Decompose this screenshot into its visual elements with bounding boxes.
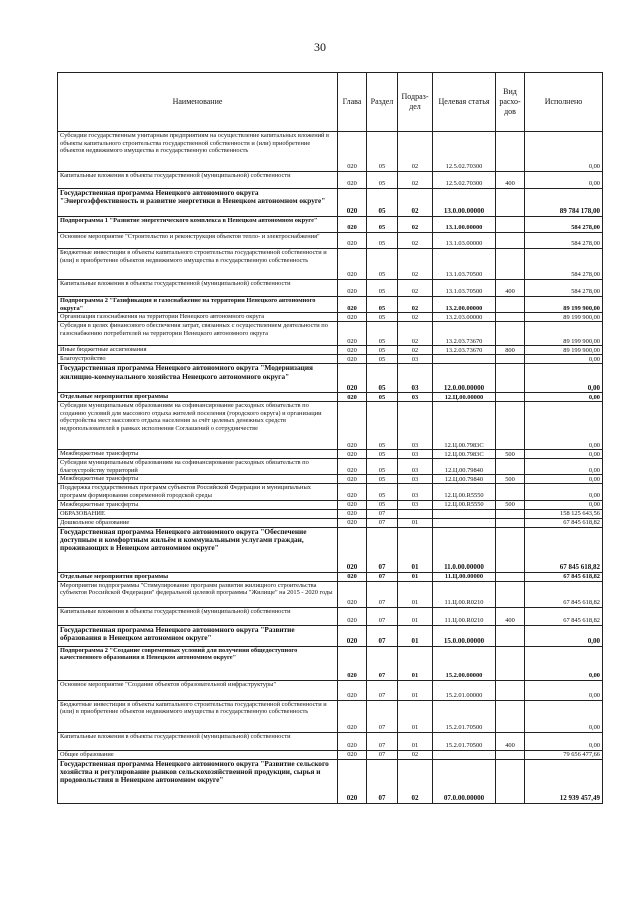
cell-name: Иные бюджетные ассигнования [58, 346, 338, 355]
cell-name: Субсидии муниципальным образованиям на софинансирование расходных обязательств по благоустройству территорий [58, 459, 338, 475]
cell-ispolneno: 584 278,00 [525, 280, 603, 297]
table-row [58, 581, 603, 607]
cell-vid [496, 297, 525, 313]
cell-ispolneno: 89 199 900,00 [525, 346, 603, 355]
cell-podrazdel: 01 [398, 732, 433, 750]
table-row [58, 759, 603, 803]
cell-razdel: 05 [367, 217, 398, 233]
cell-glava: 020 [338, 402, 367, 450]
cell-razdel: 05 [367, 500, 398, 509]
cell-ispolneno: 158 125 643,56 [525, 509, 603, 518]
cell-podrazdel: 02 [398, 233, 433, 249]
cell-glava: 020 [338, 322, 367, 346]
cell-vid: 400 [496, 607, 525, 625]
cell-glava: 020 [338, 217, 367, 233]
cell-podrazdel: 02 [398, 189, 433, 217]
cell-vid [496, 750, 525, 759]
cell-razdel: 05 [367, 280, 398, 297]
cell-glava: 020 [338, 732, 367, 750]
cell-podrazdel: 03 [398, 450, 433, 459]
cell-name: Межбюджетные трансферты [58, 500, 338, 509]
cell-razdel: 05 [367, 297, 398, 313]
table-row [58, 313, 603, 322]
cell-glava: 020 [338, 280, 367, 297]
table-row [58, 518, 603, 527]
header-ispolneno: Исполнено [525, 73, 603, 132]
cell-name: Благоустройство [58, 355, 338, 364]
cell-name: Субсидия в целях финансового обеспечения затрат, связанных с осуществлением деятельности по газоснабжению потребителей на территории Ненецкого автономного округа [58, 322, 338, 346]
cell-ispolneno: 67 845 618,82 [525, 572, 603, 581]
cell-name: Организация газоснабжения на территории Ненецкого автономного округа [58, 313, 338, 322]
table-row [58, 750, 603, 759]
cell-tsel: 13.2.00.00000 [433, 297, 496, 313]
cell-podrazdel: 03 [398, 484, 433, 500]
cell-glava: 020 [338, 249, 367, 280]
table-row [58, 402, 603, 450]
cell-vid [496, 355, 525, 364]
cell-glava: 020 [338, 680, 367, 700]
cell-glava: 020 [338, 346, 367, 355]
cell-razdel: 05 [367, 233, 398, 249]
cell-glava: 020 [338, 518, 367, 527]
table-row [58, 459, 603, 475]
cell-vid [496, 680, 525, 700]
cell-glava: 020 [338, 484, 367, 500]
cell-podrazdel: 03 [398, 459, 433, 475]
cell-glava: 020 [338, 759, 367, 803]
cell-razdel: 07 [367, 646, 398, 680]
cell-ispolneno: 67 845 618,82 [525, 527, 603, 572]
cell-razdel: 05 [367, 189, 398, 217]
cell-tsel: 13.1.00.00000 [433, 217, 496, 233]
cell-tsel: 07.0.00.00000 [433, 759, 496, 803]
header-vid: Вид расхо-дов [496, 73, 525, 132]
cell-ispolneno: 0,00 [525, 402, 603, 450]
cell-tsel [433, 518, 496, 527]
table-row [58, 249, 603, 280]
cell-vid [496, 527, 525, 572]
cell-name: Капитальные вложения в объекты государственной (муниципальной) собственности [58, 172, 338, 189]
cell-vid [496, 484, 525, 500]
cell-name: Государственная программа Ненецкого автономного округа "Развитие сельского хозяйства и регулирование рынков сельскохозяйственной продукции, сырья и продовольствия в Ненецком автономном округе" [58, 759, 338, 803]
cell-ispolneno: 79 656 477,66 [525, 750, 603, 759]
table-row [58, 607, 603, 625]
cell-podrazdel: 02 [398, 346, 433, 355]
budget-table [57, 72, 603, 804]
cell-tsel: 12.Ц.00.00000 [433, 393, 496, 402]
cell-name: Государственная программа Ненецкого автономного округа "Развитие образования в Ненецком автономном округе" [58, 625, 338, 646]
table-row [58, 450, 603, 459]
table-row [58, 475, 603, 484]
cell-podrazdel: 03 [398, 500, 433, 509]
table-row [58, 297, 603, 313]
cell-vid [496, 509, 525, 518]
cell-tsel: 11.Ц.00.R0210 [433, 581, 496, 607]
cell-podrazdel: 01 [398, 518, 433, 527]
cell-razdel: 05 [367, 459, 398, 475]
cell-vid: 500 [496, 500, 525, 509]
cell-glava: 020 [338, 646, 367, 680]
cell-ispolneno: 0,00 [525, 680, 603, 700]
cell-glava: 020 [338, 509, 367, 518]
cell-vid [496, 249, 525, 280]
cell-tsel [433, 509, 496, 518]
cell-tsel: 13.1.03.70500 [433, 280, 496, 297]
cell-name: ОБРАЗОВАНИЕ [58, 509, 338, 518]
table-row [58, 172, 603, 189]
cell-vid [496, 132, 525, 172]
table-body [58, 132, 603, 804]
cell-razdel: 05 [367, 475, 398, 484]
cell-podrazdel: 01 [398, 607, 433, 625]
cell-tsel: 13.0.00.00000 [433, 189, 496, 217]
cell-ispolneno: 0,00 [525, 646, 603, 680]
cell-name: Отдельные мероприятия программы [58, 393, 338, 402]
cell-razdel: 05 [367, 322, 398, 346]
cell-razdel: 05 [367, 364, 398, 393]
cell-podrazdel: 01 [398, 646, 433, 680]
cell-glava: 020 [338, 393, 367, 402]
cell-ispolneno: 89 199 900,00 [525, 322, 603, 346]
cell-tsel: 13.2.03.73670 [433, 346, 496, 355]
cell-glava: 020 [338, 132, 367, 172]
table-row [58, 484, 603, 500]
table-row [58, 700, 603, 732]
cell-ispolneno: 0,00 [525, 625, 603, 646]
cell-razdel: 05 [367, 402, 398, 450]
cell-podrazdel: 02 [398, 132, 433, 172]
cell-razdel: 05 [367, 393, 398, 402]
table-row [58, 680, 603, 700]
cell-razdel: 05 [367, 172, 398, 189]
table-row [58, 322, 603, 346]
cell-ispolneno: 12 939 457,49 [525, 759, 603, 803]
cell-vid [496, 572, 525, 581]
table-row [58, 280, 603, 297]
cell-tsel: 13.2.03.73670 [433, 322, 496, 346]
cell-ispolneno: 0,00 [525, 172, 603, 189]
table-row [58, 346, 603, 355]
cell-name: Подпрограмма 1 "Развитие энергетического комплекса в Ненецком автономном округе" [58, 217, 338, 233]
cell-name: Субсидии муниципальным образованиям на софинансирование расходных обязательств по созданию условий для массового отдыха жителей поселения (городского округа) и организации обустройства мест массового отдыха населения за счёт целевых денежных средств недропользователей в рамках исполнения Соглашений о сотрудничестве [58, 402, 338, 450]
cell-razdel: 07 [367, 680, 398, 700]
cell-vid [496, 233, 525, 249]
cell-name: Основное мероприятие "Создание объектов образовательной инфраструктуры" [58, 680, 338, 700]
cell-glava: 020 [338, 172, 367, 189]
cell-podrazdel: 03 [398, 475, 433, 484]
cell-ispolneno: 0,00 [525, 484, 603, 500]
cell-podrazdel: 03 [398, 393, 433, 402]
cell-ispolneno: 584 278,00 [525, 233, 603, 249]
cell-podrazdel: 02 [398, 217, 433, 233]
cell-vid [496, 364, 525, 393]
cell-glava: 020 [338, 572, 367, 581]
cell-podrazdel: 03 [398, 402, 433, 450]
table-row [58, 527, 603, 572]
cell-glava: 020 [338, 581, 367, 607]
cell-name: Основное мероприятие "Строительство и реконструкция объектов тепло- и электроснабжения" [58, 233, 338, 249]
cell-name: Подпрограмма 2 "Газификация и газоснабжение на территории Ненецкого автономного округа" [58, 297, 338, 313]
cell-tsel: 12.Ц.00.79840 [433, 475, 496, 484]
cell-razdel: 07 [367, 572, 398, 581]
cell-podrazdel: 02 [398, 322, 433, 346]
cell-glava: 020 [338, 355, 367, 364]
cell-glava: 020 [338, 459, 367, 475]
cell-tsel: 12.Ц.00.7983С [433, 402, 496, 450]
cell-tsel: 12.Ц.00.7983С [433, 450, 496, 459]
cell-ispolneno: 0,00 [525, 500, 603, 509]
cell-ispolneno: 89 199 900,00 [525, 313, 603, 322]
cell-tsel: 15.2.01.00000 [433, 680, 496, 700]
cell-tsel: 12.Ц.00.R5550 [433, 500, 496, 509]
cell-podrazdel: 03 [398, 355, 433, 364]
header-podrazdel: Подраз-дел [398, 73, 433, 132]
cell-ispolneno: 0,00 [525, 459, 603, 475]
table-header-row [58, 73, 603, 132]
table-row [58, 646, 603, 680]
cell-razdel: 07 [367, 700, 398, 732]
cell-podrazdel: 02 [398, 249, 433, 280]
cell-ispolneno: 67 845 618,82 [525, 581, 603, 607]
cell-glava: 020 [338, 475, 367, 484]
cell-ispolneno: 0,00 [525, 732, 603, 750]
cell-vid [496, 518, 525, 527]
cell-tsel: 11.Ц.00.R0210 [433, 607, 496, 625]
cell-ispolneno: 0,00 [525, 475, 603, 484]
cell-vid [496, 322, 525, 346]
cell-razdel: 07 [367, 509, 398, 518]
cell-podrazdel: 01 [398, 625, 433, 646]
cell-glava: 020 [338, 700, 367, 732]
cell-tsel [433, 355, 496, 364]
cell-vid: 500 [496, 475, 525, 484]
page-number: 30 [314, 40, 326, 54]
cell-tsel: 12.5.02.70300 [433, 132, 496, 172]
cell-ispolneno: 0,00 [525, 364, 603, 393]
table-row [58, 233, 603, 249]
table-row [58, 500, 603, 509]
cell-ispolneno: 89 784 178,00 [525, 189, 603, 217]
cell-vid [496, 759, 525, 803]
cell-vid: 400 [496, 172, 525, 189]
cell-name: Межбюджетные трансферты [58, 475, 338, 484]
cell-vid [496, 581, 525, 607]
cell-podrazdel: 02 [398, 750, 433, 759]
cell-name: Отдельные мероприятия программы [58, 572, 338, 581]
cell-vid: 500 [496, 450, 525, 459]
cell-ispolneno: 0,00 [525, 393, 603, 402]
cell-vid [496, 313, 525, 322]
cell-razdel: 05 [367, 132, 398, 172]
cell-name: Государственная программа Ненецкого автономного округа "Модернизация жилищно-коммунального хозяйства Ненецкого автономного округа" [58, 364, 338, 393]
cell-name: Бюджетные инвестиции в объекты капитального строительства государственной собственности и (или) в приобретение объектов недвижимого имущества в государственную собственность [58, 700, 338, 732]
cell-glava: 020 [338, 233, 367, 249]
cell-vid [496, 393, 525, 402]
cell-podrazdel: 02 [398, 172, 433, 189]
cell-glava: 020 [338, 607, 367, 625]
cell-name: Дошкольное образование [58, 518, 338, 527]
cell-razdel: 07 [367, 518, 398, 527]
cell-name: Государственная программа Ненецкого автономного округа "Обеспечение доступным и комфортным жильём и коммунальными услугами граждан, проживающих в Ненецком автономном округе" [58, 527, 338, 572]
cell-podrazdel: 02 [398, 280, 433, 297]
cell-razdel: 05 [367, 450, 398, 459]
cell-vid: 800 [496, 346, 525, 355]
cell-glava: 020 [338, 450, 367, 459]
cell-ispolneno: 0,00 [525, 132, 603, 172]
cell-name: Общее образование [58, 750, 338, 759]
cell-ispolneno: 67 845 618,82 [525, 518, 603, 527]
cell-vid [496, 402, 525, 450]
table-row [58, 132, 603, 172]
table-row [58, 732, 603, 750]
cell-name: Бюджетные инвестиции в объекты капитального строительства государственной собственности и (или) в приобретение объектов недвижимого имущества в государственную собственность [58, 249, 338, 280]
cell-podrazdel [398, 509, 433, 518]
cell-name: Подпрограмма 2 "Создание современных условий для получения общедоступного качественного образования в Ненецком автономном округе" [58, 646, 338, 680]
cell-podrazdel: 03 [398, 364, 433, 393]
cell-podrazdel: 02 [398, 313, 433, 322]
cell-ispolneno: 0,00 [525, 450, 603, 459]
table-row [58, 189, 603, 217]
cell-name: Поддержка государственных программ субъектов Российской Федерации и муниципальных программ формирования современной городской среды [58, 484, 338, 500]
cell-podrazdel: 01 [398, 572, 433, 581]
table-row [58, 572, 603, 581]
cell-glava: 020 [338, 297, 367, 313]
cell-vid [496, 459, 525, 475]
cell-tsel: 15.2.01.70500 [433, 700, 496, 732]
cell-tsel: 13.1.03.70500 [433, 249, 496, 280]
cell-vid [496, 646, 525, 680]
table-row [58, 217, 603, 233]
header-tsel: Целевая статья [433, 73, 496, 132]
cell-glava: 020 [338, 750, 367, 759]
cell-razdel: 07 [367, 607, 398, 625]
cell-podrazdel: 02 [398, 759, 433, 803]
cell-glava: 020 [338, 313, 367, 322]
cell-vid: 400 [496, 280, 525, 297]
cell-tsel: 13.1.03.00000 [433, 233, 496, 249]
cell-glava: 020 [338, 189, 367, 217]
cell-tsel: 15.0.00.00000 [433, 625, 496, 646]
cell-podrazdel: 02 [398, 297, 433, 313]
table-row [58, 509, 603, 518]
header-name: Наименование [58, 73, 338, 132]
cell-glava: 020 [338, 625, 367, 646]
cell-tsel: 15.2.01.70500 [433, 732, 496, 750]
cell-name: Субсидии государственным унитарным предприятиям на осуществление капитальных вложений в объекты капитального строительства государственной собственности и (или) приобретение объектов недвижимого имущества в государственную собственность [58, 132, 338, 172]
cell-name: Капитальные вложения в объекты государственной (муниципальной) собственности [58, 280, 338, 297]
cell-razdel: 05 [367, 313, 398, 322]
table-row [58, 364, 603, 393]
cell-podrazdel: 01 [398, 680, 433, 700]
cell-tsel [433, 750, 496, 759]
cell-glava: 020 [338, 500, 367, 509]
cell-ispolneno: 0,00 [525, 700, 603, 732]
cell-vid [496, 625, 525, 646]
cell-vid: 400 [496, 732, 525, 750]
table-row [58, 625, 603, 646]
cell-razdel: 05 [367, 346, 398, 355]
cell-ispolneno: 584 278,00 [525, 249, 603, 280]
header-razdel: Раздел [367, 73, 398, 132]
cell-ispolneno: 0,00 [525, 355, 603, 364]
cell-tsel: 12.5.02.70300 [433, 172, 496, 189]
table-row [58, 393, 603, 402]
cell-razdel: 05 [367, 484, 398, 500]
cell-vid [496, 217, 525, 233]
cell-podrazdel: 01 [398, 700, 433, 732]
cell-name: Межбюджетные трансферты [58, 450, 338, 459]
cell-glava: 020 [338, 527, 367, 572]
cell-razdel: 07 [367, 527, 398, 572]
cell-razdel: 05 [367, 249, 398, 280]
cell-razdel: 07 [367, 732, 398, 750]
cell-tsel: 13.2.03.00000 [433, 313, 496, 322]
cell-vid [496, 189, 525, 217]
cell-razdel: 07 [367, 625, 398, 646]
cell-tsel: 12.0.00.00000 [433, 364, 496, 393]
cell-tsel: 11.0.00.00000 [433, 527, 496, 572]
cell-razdel: 07 [367, 750, 398, 759]
cell-glava: 020 [338, 364, 367, 393]
header-glava: Глава [338, 73, 367, 132]
cell-name: Капитальные вложения в объекты государственной (муниципальной) собственности [58, 607, 338, 625]
cell-ispolneno: 584 278,00 [525, 217, 603, 233]
cell-podrazdel: 01 [398, 527, 433, 572]
cell-ispolneno: 67 845 618,82 [525, 607, 603, 625]
cell-tsel: 15.2.00.00000 [433, 646, 496, 680]
cell-razdel: 07 [367, 581, 398, 607]
cell-vid [496, 700, 525, 732]
cell-tsel: 12.Ц.00.79840 [433, 459, 496, 475]
cell-podrazdel: 01 [398, 581, 433, 607]
cell-name: Государственная программа Ненецкого автономного округа "Энергоэффективность и развитие энергетики в Ненецком автономном округе" [58, 189, 338, 217]
cell-razdel: 05 [367, 355, 398, 364]
cell-tsel: 11.Ц.00.00000 [433, 572, 496, 581]
cell-razdel: 07 [367, 759, 398, 803]
cell-tsel: 12.Ц.00.R5550 [433, 484, 496, 500]
cell-name: Мероприятия подпрограммы "Стимулирование программ развития жилищного строительства субъектов Российской Федерации" федеральной целевой программы "Жилище" на 2015 - 2020 годы [58, 581, 338, 607]
cell-ispolneno: 89 199 900,00 [525, 297, 603, 313]
cell-name: Капитальные вложения в объекты государственной (муниципальной) собственности [58, 732, 338, 750]
